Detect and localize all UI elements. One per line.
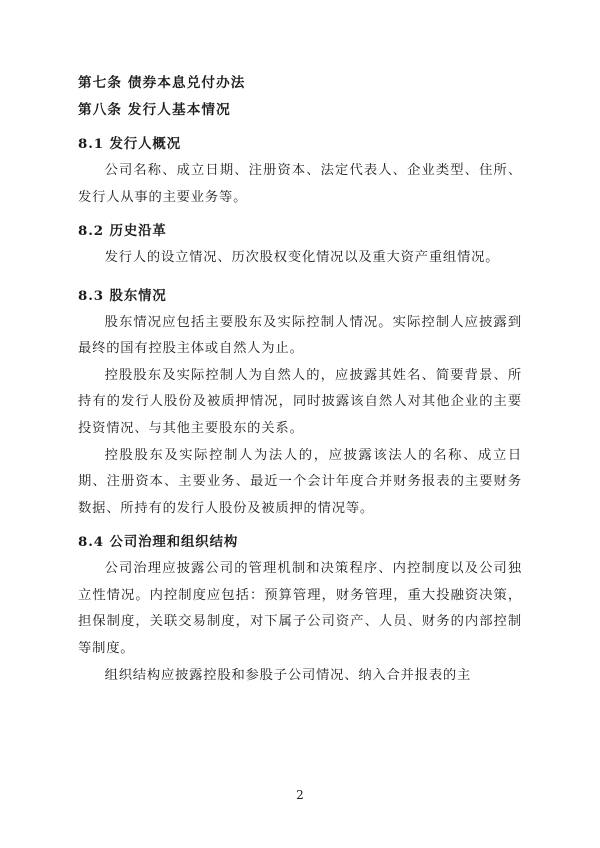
spacer	[78, 522, 522, 529]
spacer	[78, 272, 522, 283]
paragraph-8-4-structure: 组织结构应披露控股和参股子公司情况、纳入合并报表的主	[104, 667, 472, 683]
paragraph-8-3-natural-person: 控股股东及实际控制人为自然人的，应披露其姓名、简要背景、所持有的发行人股份及被质押情况，同时披露该自然人对其他企业的主要投资情况、与其他主要股东的关系。	[78, 367, 522, 436]
paragraph-8-2-history: 发行人的设立情况、历次股权变化情况以及重大资产重组情况。	[104, 250, 500, 266]
paragraph-8-1-overview: 公司名称、成立日期、注册资本、法定代表人、企业类型、住所、发行人从事的主要业务等。	[78, 163, 522, 205]
spacer	[78, 124, 522, 131]
subsection-heading-8-2: 8.2 历史沿革	[78, 223, 167, 240]
subsection-heading-8-3: 8.3 股东情况	[78, 287, 167, 304]
spacer	[78, 211, 522, 218]
paragraph-8-4-governance: 公司治理应披露公司的管理机制和决策程序、内控制度以及公司独立性情况。内控制度应包括：预算管理，财务管理，重大投融资决策，担保制度，关联交易制度，对下属子公司资产、人员、财务的内部控制等制度。	[78, 561, 522, 656]
section-heading-article-8: 第八条 发行人基本情况	[78, 102, 231, 119]
paragraph-8-3-shareholders: 股东情况应包括主要股东及实际控制人情况。实际控制人应披露到最终的国有控股主体或自然人为止。	[78, 314, 522, 357]
page-number: 2	[296, 788, 304, 802]
subsection-heading-8-4: 8.4 公司治理和组织结构	[78, 534, 239, 551]
subsection-heading-8-1: 8.1 发行人概况	[78, 136, 182, 153]
paragraph-8-3-legal-person: 控股股东及实际控制人为法人的，应披露该法人的名称、成立日期、注册资本、主要业务、最近一个会计年度合并财务报表的主要财务数据、所持有的发行人股份及被质押的情况等。	[78, 447, 522, 516]
document-body	[78, 70, 522, 689]
section-heading-article-7: 第七条 债券本息兑付办法	[78, 75, 246, 91]
